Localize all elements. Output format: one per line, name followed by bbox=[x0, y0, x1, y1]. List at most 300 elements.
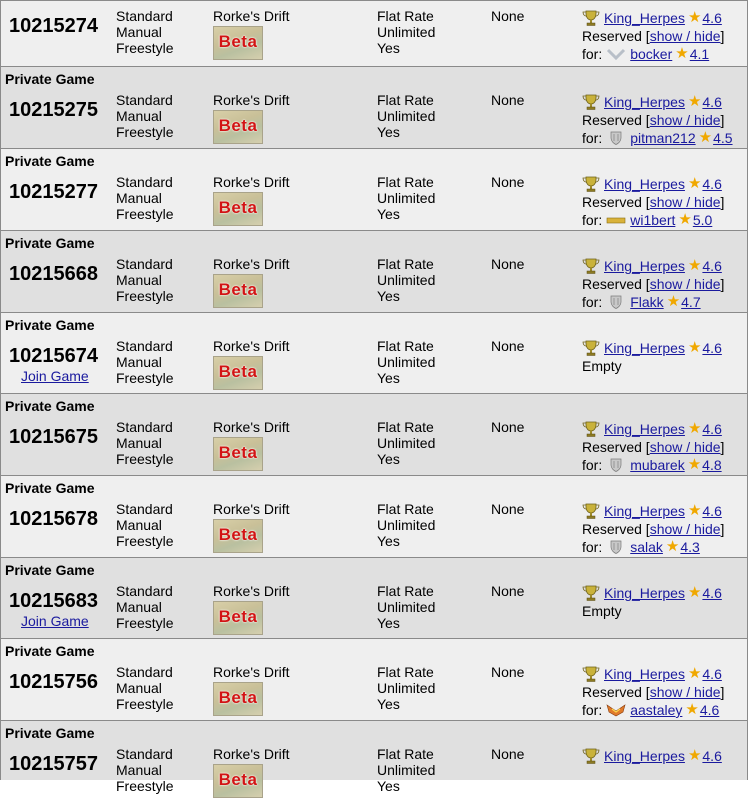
game-type-line: Freestyle bbox=[116, 451, 174, 467]
trophy-icon bbox=[582, 10, 600, 26]
game-row bbox=[0, 475, 748, 557]
map-thumbnail[interactable] bbox=[213, 192, 263, 226]
private-game-label: Private Game bbox=[5, 235, 95, 251]
game-id: 10215678 bbox=[9, 508, 98, 530]
reserved-player-link[interactable]: Flakk bbox=[630, 294, 664, 310]
beta-badge: Beta bbox=[218, 607, 258, 626]
map-thumbnail[interactable] bbox=[213, 110, 263, 144]
spoils-line: Unlimited bbox=[377, 680, 436, 696]
private-game-label: Private Game bbox=[5, 398, 95, 414]
players-cell bbox=[582, 747, 722, 765]
game-type bbox=[116, 501, 174, 549]
map-name: Rorke's Drift bbox=[213, 92, 290, 108]
spoils-cell bbox=[377, 583, 435, 631]
host-name-link[interactable]: King_Herpes bbox=[604, 340, 685, 356]
reserved-player-link[interactable]: bocker bbox=[630, 46, 673, 62]
spoils-cell bbox=[377, 174, 435, 222]
reserved-line bbox=[582, 27, 724, 45]
host-rating-link[interactable]: 4.6 bbox=[702, 10, 722, 26]
spoils-line: Yes bbox=[377, 206, 400, 222]
reserved-for-line bbox=[582, 538, 724, 556]
spoils-line: Yes bbox=[377, 370, 400, 386]
map-thumbnail[interactable] bbox=[213, 26, 263, 60]
winged-rank-icon bbox=[606, 703, 626, 717]
spoils-cell bbox=[377, 338, 435, 386]
star-icon: ★ bbox=[698, 129, 713, 146]
game-type bbox=[116, 92, 174, 140]
game-type-line: Freestyle bbox=[116, 370, 174, 386]
game-row bbox=[0, 557, 748, 638]
game-type-line: Manual bbox=[116, 190, 162, 206]
for-label: for: bbox=[582, 130, 603, 146]
spoils-line: Flat Rate bbox=[377, 92, 434, 108]
reserved-player-link[interactable]: wi1bert bbox=[630, 212, 676, 228]
reserved-line bbox=[582, 520, 724, 538]
spoils-line: Unlimited bbox=[377, 272, 436, 288]
players-cell bbox=[582, 584, 722, 620]
host-name-link[interactable]: King_Herpes bbox=[604, 94, 685, 110]
spoils-line: Flat Rate bbox=[377, 8, 434, 24]
bracket: ] bbox=[720, 439, 725, 455]
spoils-line: Yes bbox=[377, 696, 400, 712]
reserved-label: Reserved bbox=[582, 28, 642, 44]
private-game-label: Private Game bbox=[5, 562, 95, 578]
reserved-label: Reserved bbox=[582, 521, 642, 537]
spoils-cell bbox=[377, 419, 435, 467]
host-name-link[interactable]: King_Herpes bbox=[604, 421, 685, 437]
bracket: ] bbox=[720, 276, 725, 292]
map-thumbnail[interactable] bbox=[213, 356, 263, 390]
host-line bbox=[582, 9, 724, 27]
host-rating-link[interactable]: 4.6 bbox=[702, 585, 722, 601]
spoils-line: Yes bbox=[377, 778, 400, 794]
spoils-cell bbox=[377, 256, 435, 304]
host-rating-link[interactable]: 4.6 bbox=[702, 666, 722, 682]
shield-rank-icon bbox=[606, 540, 626, 554]
reserved-rating-link[interactable]: 4.3 bbox=[680, 539, 700, 555]
host-name-link[interactable]: King_Herpes bbox=[604, 666, 685, 682]
bonus-cell: None bbox=[491, 583, 525, 599]
beta-badge: Beta bbox=[218, 688, 258, 707]
beta-badge: Beta bbox=[218, 116, 258, 135]
map-cell bbox=[213, 501, 290, 553]
private-game-label: Private Game bbox=[5, 725, 95, 741]
spoils-cell bbox=[377, 746, 435, 794]
star-icon: ★ bbox=[687, 747, 702, 764]
map-name: Rorke's Drift bbox=[213, 338, 290, 354]
spoils-line: Yes bbox=[377, 451, 400, 467]
host-rating-link[interactable]: 4.6 bbox=[702, 176, 722, 192]
game-type bbox=[116, 338, 174, 386]
spoils-line: Unlimited bbox=[377, 108, 436, 124]
game-id: 10215277 bbox=[9, 181, 98, 203]
bonus-cell: None bbox=[491, 746, 525, 762]
beta-badge: Beta bbox=[218, 525, 258, 544]
chevron-rank-icon bbox=[606, 47, 626, 61]
trophy-icon bbox=[582, 585, 600, 601]
map-cell bbox=[213, 664, 290, 716]
game-id: 10215675 bbox=[9, 426, 98, 448]
players-cell bbox=[582, 9, 724, 63]
bracket: ] bbox=[720, 112, 725, 128]
reserved-label: Reserved bbox=[582, 112, 642, 128]
game-type bbox=[116, 583, 174, 631]
spoils-line: Unlimited bbox=[377, 190, 436, 206]
game-id: 10215275 bbox=[9, 99, 98, 121]
shield-rank-icon bbox=[606, 458, 626, 472]
star-icon: ★ bbox=[687, 175, 702, 192]
bonus-cell: None bbox=[491, 8, 525, 24]
game-type-line: Freestyle bbox=[116, 124, 174, 140]
game-row bbox=[0, 638, 748, 720]
spoils-line: Unlimited bbox=[377, 517, 436, 533]
map-thumbnail[interactable] bbox=[213, 682, 263, 716]
reserved-line bbox=[582, 193, 724, 211]
map-name: Rorke's Drift bbox=[213, 583, 290, 599]
map-cell bbox=[213, 92, 290, 144]
spoils-line: Flat Rate bbox=[377, 664, 434, 680]
join-game-link[interactable]: Join Game bbox=[21, 368, 89, 384]
map-thumbnail[interactable] bbox=[213, 519, 263, 553]
bracket: ] bbox=[720, 28, 725, 44]
reserved-rating-link[interactable]: 5.0 bbox=[692, 212, 713, 228]
game-type-line: Manual bbox=[116, 599, 162, 615]
host-rating-link[interactable]: 4.6 bbox=[702, 748, 722, 764]
game-type-line: Standard bbox=[116, 92, 173, 108]
map-thumbnail[interactable] bbox=[213, 437, 263, 471]
reserved-line bbox=[582, 275, 724, 293]
private-game-label: Private Game bbox=[5, 71, 95, 87]
host-line bbox=[582, 175, 724, 193]
spoils-line: Unlimited bbox=[377, 435, 436, 451]
map-name: Rorke's Drift bbox=[213, 664, 290, 680]
host-rating-link[interactable]: 4.6 bbox=[702, 421, 722, 437]
map-name: Rorke's Drift bbox=[213, 256, 290, 272]
game-type-line: Standard bbox=[116, 664, 173, 680]
game-type-line: Standard bbox=[116, 419, 173, 435]
reserved-rating-link[interactable]: 4.5 bbox=[713, 130, 733, 146]
trophy-icon bbox=[582, 176, 600, 192]
spoils-cell bbox=[377, 8, 435, 56]
bonus-cell: None bbox=[491, 501, 525, 517]
bracket: [ bbox=[641, 194, 650, 210]
reserved-player-link[interactable]: pitman212 bbox=[630, 130, 696, 146]
empty-slot: Empty bbox=[582, 603, 622, 619]
spoils-line: Yes bbox=[377, 533, 400, 549]
bonus-cell: None bbox=[491, 419, 525, 435]
map-name: Rorke's Drift bbox=[213, 501, 290, 517]
bracket: [ bbox=[641, 112, 650, 128]
spoils-line: Yes bbox=[377, 40, 400, 56]
game-type-line: Freestyle bbox=[116, 615, 174, 631]
reserved-player-link[interactable]: mubarek bbox=[630, 457, 685, 473]
bonus-cell: None bbox=[491, 174, 525, 190]
spoils-line: Flat Rate bbox=[377, 583, 434, 599]
map-name: Rorke's Drift bbox=[213, 419, 290, 435]
spoils-line: Unlimited bbox=[377, 599, 436, 615]
star-icon: ★ bbox=[687, 420, 702, 437]
star-icon: ★ bbox=[666, 293, 681, 310]
map-cell bbox=[213, 8, 290, 60]
spoils-line: Flat Rate bbox=[377, 338, 434, 354]
players-cell bbox=[582, 339, 722, 375]
spoils-cell bbox=[377, 92, 435, 140]
star-icon: ★ bbox=[687, 584, 702, 601]
map-cell bbox=[213, 174, 290, 226]
game-type-line: Freestyle bbox=[116, 288, 174, 304]
game-type-line: Standard bbox=[116, 501, 173, 517]
star-icon: ★ bbox=[665, 538, 680, 555]
game-type-line: Manual bbox=[116, 435, 162, 451]
private-game-label: Private Game bbox=[5, 480, 95, 496]
spoils-line: Flat Rate bbox=[377, 174, 434, 190]
map-name: Rorke's Drift bbox=[213, 8, 290, 24]
star-icon: ★ bbox=[687, 257, 702, 274]
for-label: for: bbox=[582, 702, 603, 718]
trophy-icon bbox=[582, 340, 600, 356]
trophy-icon bbox=[582, 94, 600, 110]
game-type-line: Freestyle bbox=[116, 778, 174, 794]
beta-badge: Beta bbox=[218, 443, 258, 462]
spoils-line: Unlimited bbox=[377, 354, 436, 370]
game-type-line: Manual bbox=[116, 680, 162, 696]
game-type-line: Freestyle bbox=[116, 206, 174, 222]
game-type-line: Standard bbox=[116, 746, 173, 762]
for-label: for: bbox=[582, 212, 603, 228]
empty-slot: Empty bbox=[582, 358, 622, 374]
host-line bbox=[582, 339, 722, 357]
host-rating-link[interactable]: 4.6 bbox=[702, 94, 722, 110]
game-type bbox=[116, 8, 174, 56]
spoils-line: Yes bbox=[377, 124, 400, 140]
spoils-line: Unlimited bbox=[377, 762, 436, 778]
host-line bbox=[582, 747, 722, 765]
host-line bbox=[582, 584, 722, 602]
host-rating-link[interactable]: 4.6 bbox=[702, 340, 722, 356]
bracket: [ bbox=[641, 439, 650, 455]
game-row bbox=[0, 720, 748, 794]
star-icon: ★ bbox=[687, 9, 702, 26]
show-hide-link[interactable]: show / hide bbox=[649, 521, 721, 537]
host-line bbox=[582, 420, 724, 438]
private-game-label: Private Game bbox=[5, 643, 95, 659]
spoils-line: Flat Rate bbox=[377, 419, 434, 435]
bonus-cell: None bbox=[491, 338, 525, 354]
show-hide-link[interactable]: show / hide bbox=[649, 28, 721, 44]
spoils-line: Yes bbox=[377, 615, 400, 631]
reserved-rating-link[interactable]: 4.8 bbox=[702, 457, 722, 473]
map-cell bbox=[213, 256, 290, 308]
for-label: for: bbox=[582, 46, 603, 62]
map-cell bbox=[213, 746, 290, 798]
players-cell bbox=[582, 420, 724, 474]
players-cell bbox=[582, 257, 724, 311]
show-hide-link[interactable]: show / hide bbox=[649, 684, 721, 700]
bonus-cell: None bbox=[491, 256, 525, 272]
host-line bbox=[582, 257, 724, 275]
bracket: ] bbox=[720, 684, 725, 700]
bonus-cell: None bbox=[491, 664, 525, 680]
shield-rank-icon bbox=[606, 131, 626, 145]
reserved-line bbox=[582, 111, 733, 129]
game-type-line: Manual bbox=[116, 108, 162, 124]
map-name: Rorke's Drift bbox=[213, 746, 290, 762]
reserved-player-link[interactable]: salak bbox=[630, 539, 663, 555]
players-cell bbox=[582, 175, 724, 229]
show-hide-link[interactable]: show / hide bbox=[649, 439, 721, 455]
map-name: Rorke's Drift bbox=[213, 174, 290, 190]
bracket: [ bbox=[641, 28, 650, 44]
star-icon: ★ bbox=[687, 456, 702, 473]
game-type-line: Standard bbox=[116, 583, 173, 599]
bracket: [ bbox=[641, 521, 650, 537]
game-id: 10215757 bbox=[9, 753, 98, 775]
map-cell bbox=[213, 583, 290, 635]
host-name-link[interactable]: King_Herpes bbox=[604, 258, 685, 274]
beta-badge: Beta bbox=[218, 770, 258, 789]
players-cell bbox=[582, 502, 724, 556]
join-game-link[interactable]: Join Game bbox=[21, 613, 89, 629]
beta-badge: Beta bbox=[218, 198, 258, 217]
host-name-link[interactable]: King_Herpes bbox=[604, 585, 685, 601]
reserved-for-line bbox=[582, 456, 724, 474]
beta-badge: Beta bbox=[218, 32, 258, 51]
game-type bbox=[116, 174, 174, 222]
for-label: for: bbox=[582, 294, 603, 310]
reserved-for-line bbox=[582, 293, 724, 311]
game-id: 10215668 bbox=[9, 263, 98, 285]
trophy-icon bbox=[582, 421, 600, 437]
star-icon: ★ bbox=[687, 502, 702, 519]
game-type-line: Freestyle bbox=[116, 40, 174, 56]
show-hide-link[interactable]: show / hide bbox=[649, 112, 721, 128]
star-icon: ★ bbox=[678, 211, 692, 228]
for-label: for: bbox=[582, 539, 603, 555]
trophy-icon bbox=[582, 666, 600, 682]
reserved-line bbox=[582, 438, 724, 456]
beta-badge: Beta bbox=[218, 362, 258, 381]
reserved-label: Reserved bbox=[582, 439, 642, 455]
host-line bbox=[582, 93, 733, 111]
star-icon: ★ bbox=[687, 93, 702, 110]
beta-badge: Beta bbox=[218, 280, 258, 299]
game-type-line: Manual bbox=[116, 762, 162, 778]
star-icon: ★ bbox=[687, 665, 702, 682]
game-row bbox=[0, 148, 748, 230]
game-type-line: Standard bbox=[116, 256, 173, 272]
game-id: 10215674 bbox=[9, 345, 98, 367]
bracket: ] bbox=[720, 194, 725, 210]
bonus-cell: None bbox=[491, 92, 525, 108]
host-name-link[interactable]: King_Herpes bbox=[604, 503, 685, 519]
show-hide-link[interactable]: show / hide bbox=[649, 194, 721, 210]
host-rating-link[interactable]: 4.6 bbox=[702, 258, 722, 274]
reserved-rating-link[interactable]: 4.7 bbox=[681, 294, 701, 310]
reserved-label: Reserved bbox=[582, 684, 642, 700]
shield-rank-icon bbox=[606, 295, 626, 309]
game-type-line: Manual bbox=[116, 517, 162, 533]
spoils-line: Flat Rate bbox=[377, 746, 434, 762]
players-cell bbox=[582, 665, 724, 719]
trophy-icon bbox=[582, 503, 600, 519]
game-type-line: Standard bbox=[116, 338, 173, 354]
players-cell bbox=[582, 93, 733, 147]
game-type bbox=[116, 419, 174, 467]
host-line bbox=[582, 665, 724, 683]
bracket: [ bbox=[641, 684, 650, 700]
private-game-label: Private Game bbox=[5, 153, 95, 169]
bracket: [ bbox=[641, 276, 650, 292]
bar-rank-icon bbox=[606, 213, 626, 227]
reserved-line bbox=[582, 683, 724, 701]
game-type-line: Freestyle bbox=[116, 696, 174, 712]
trophy-icon bbox=[582, 748, 600, 764]
private-game-label: Private Game bbox=[5, 317, 95, 333]
bracket: ] bbox=[720, 521, 725, 537]
host-name-link[interactable]: King_Herpes bbox=[604, 748, 685, 764]
spoils-line: Flat Rate bbox=[377, 501, 434, 517]
game-type bbox=[116, 664, 174, 712]
game-row bbox=[0, 0, 748, 66]
game-id: 10215683 bbox=[9, 590, 98, 612]
for-label: for: bbox=[582, 457, 603, 473]
star-icon: ★ bbox=[685, 701, 699, 718]
spoils-line: Flat Rate bbox=[377, 256, 434, 272]
reserved-for-line bbox=[582, 701, 724, 719]
game-type bbox=[116, 256, 174, 304]
host-name-link[interactable]: King_Herpes bbox=[604, 10, 685, 26]
reserved-for-line bbox=[582, 129, 733, 147]
host-line bbox=[582, 502, 724, 520]
game-type-line: Standard bbox=[116, 174, 173, 190]
game-id: 10215756 bbox=[9, 671, 98, 693]
game-row bbox=[0, 230, 748, 312]
game-type bbox=[116, 746, 174, 794]
game-type-line: Freestyle bbox=[116, 533, 174, 549]
trophy-icon bbox=[582, 258, 600, 274]
reserved-rating-link[interactable]: 4.1 bbox=[689, 46, 710, 62]
game-type-line: Manual bbox=[116, 354, 162, 370]
host-rating-link[interactable]: 4.6 bbox=[702, 503, 722, 519]
show-hide-link[interactable]: show / hide bbox=[649, 276, 721, 292]
reserved-label: Reserved bbox=[582, 276, 642, 292]
reserved-rating-link[interactable]: 4.6 bbox=[699, 702, 720, 718]
map-thumbnail[interactable] bbox=[213, 764, 263, 798]
game-row bbox=[0, 312, 748, 393]
reserved-label: Reserved bbox=[582, 194, 642, 210]
spoils-line: Unlimited bbox=[377, 24, 436, 40]
spoils-cell bbox=[377, 501, 435, 549]
game-type-line: Standard bbox=[116, 8, 173, 24]
star-icon: ★ bbox=[687, 339, 702, 356]
game-id: 10215274 bbox=[9, 15, 98, 37]
host-name-link[interactable]: King_Herpes bbox=[604, 176, 685, 192]
spoils-cell bbox=[377, 664, 435, 712]
map-thumbnail[interactable] bbox=[213, 601, 263, 635]
map-thumbnail[interactable] bbox=[213, 274, 263, 308]
reserved-for-line bbox=[582, 211, 724, 229]
game-row bbox=[0, 393, 748, 475]
game-type-line: Manual bbox=[116, 272, 162, 288]
map-cell bbox=[213, 419, 290, 471]
star-icon: ★ bbox=[675, 45, 689, 62]
game-row bbox=[0, 66, 748, 148]
reserved-player-link[interactable]: aastaley bbox=[630, 702, 683, 718]
map-cell bbox=[213, 338, 290, 390]
spoils-line: Yes bbox=[377, 288, 400, 304]
game-type-line: Manual bbox=[116, 24, 162, 40]
reserved-for-line bbox=[582, 45, 724, 63]
